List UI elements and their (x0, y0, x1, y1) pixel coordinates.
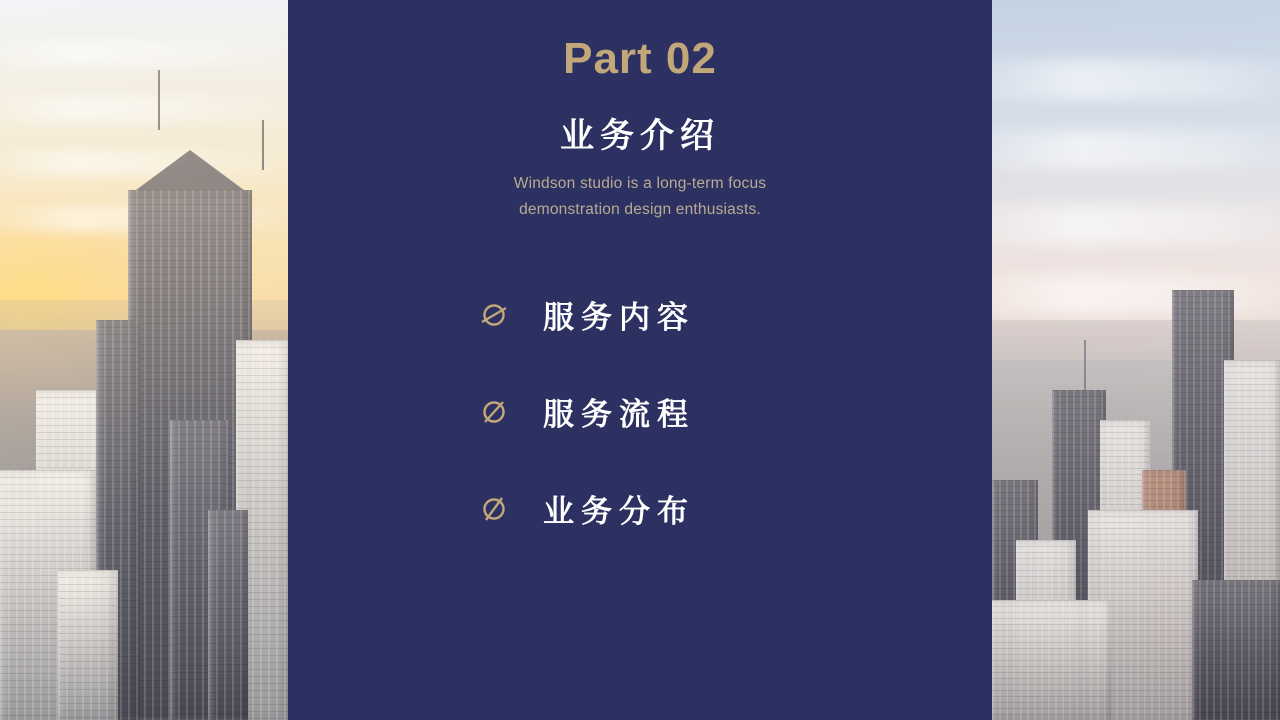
part-label: Part 02 (563, 34, 717, 83)
agenda-item-label: 服务内容 (543, 300, 695, 336)
agenda-item-2[interactable] (475, 389, 805, 434)
ring-planet-icon (475, 393, 513, 431)
subtitle-line-1: Windson studio is a long-term focus (513, 175, 767, 192)
city-skyline-daylight-photo (992, 0, 1280, 720)
content-panel (288, 0, 992, 720)
ring-planet-icon (475, 296, 513, 334)
subtitle (514, 171, 767, 222)
daylight-color-wash (992, 0, 1280, 720)
subtitle-line-2: demonstration design enthusiasts. (519, 200, 761, 218)
city-skyline-sunset-photo (0, 0, 288, 720)
agenda-item-label: 业务分布 (543, 494, 695, 530)
agenda-item-1[interactable] (475, 292, 805, 337)
agenda-item-label: 服务流程 (543, 397, 695, 433)
agenda-item-3[interactable] (475, 486, 805, 531)
sunset-color-wash (0, 0, 288, 720)
page-title: 业务介绍 (560, 117, 720, 155)
agenda-list (288, 292, 992, 531)
ring-planet-icon (475, 490, 513, 528)
